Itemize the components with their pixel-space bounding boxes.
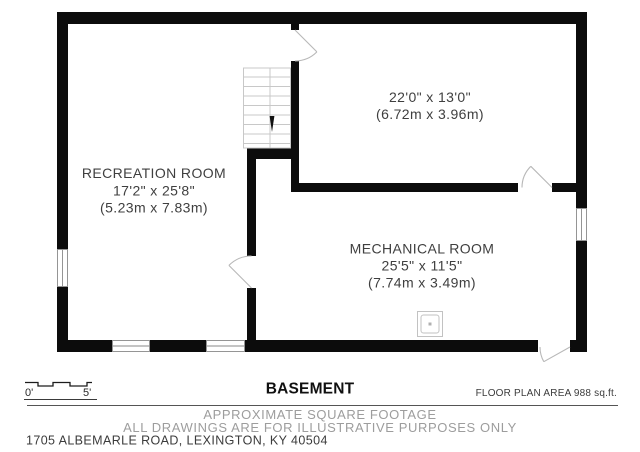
wall-openings [57, 208, 587, 352]
room-name-recreation: RECREATION ROOM [81, 165, 227, 181]
room-dims-ft-recreation: 17'2" x 25'8" [113, 182, 195, 199]
disclaimer-line-1: APPROXIMATE SQUARE FOOTAGE [203, 407, 437, 422]
room-label-mechanical [350, 241, 495, 291]
room-dims-ft-upper-right: 22'0" x 13'0" [389, 89, 471, 105]
utility-sink-icon [418, 312, 443, 337]
room-dims-m-recreation: (5.23m x 7.83m) [100, 199, 208, 216]
scale-label-zero: 0' [25, 387, 34, 399]
room-dims-ft-mechanical: 25'5" x 11'5" [381, 257, 463, 274]
scale-label-five: 5' [83, 387, 92, 399]
room-dims-m-upper-right: (6.72m x 3.96m) [376, 106, 484, 122]
interior-walls [247, 24, 576, 352]
page-title: BASEMENT [265, 380, 355, 398]
door-stairs [295, 30, 317, 61]
door-upper-right-room [522, 166, 552, 187]
room-label-upper-right [376, 89, 484, 122]
door-mechanical-room [229, 256, 252, 288]
room-dims-m-mechanical: (7.74m x 3.49m) [368, 274, 476, 291]
room-name-mechanical: MECHANICAL ROOM [349, 240, 495, 257]
staircase [244, 68, 291, 148]
room-label-recreation [82, 165, 226, 216]
floor-plan-area-note: FLOOR PLAN AREA 988 sq.ft. [475, 388, 617, 399]
disclaimer-line-2: ALL DRAWINGS ARE FOR ILLUSTRATIVE PURPOSES ONLY [123, 420, 517, 435]
property-address: 1705 ALBEMARLE ROAD, LEXINGTON, KY 40504 [26, 433, 328, 448]
scale-bar [24, 383, 97, 400]
